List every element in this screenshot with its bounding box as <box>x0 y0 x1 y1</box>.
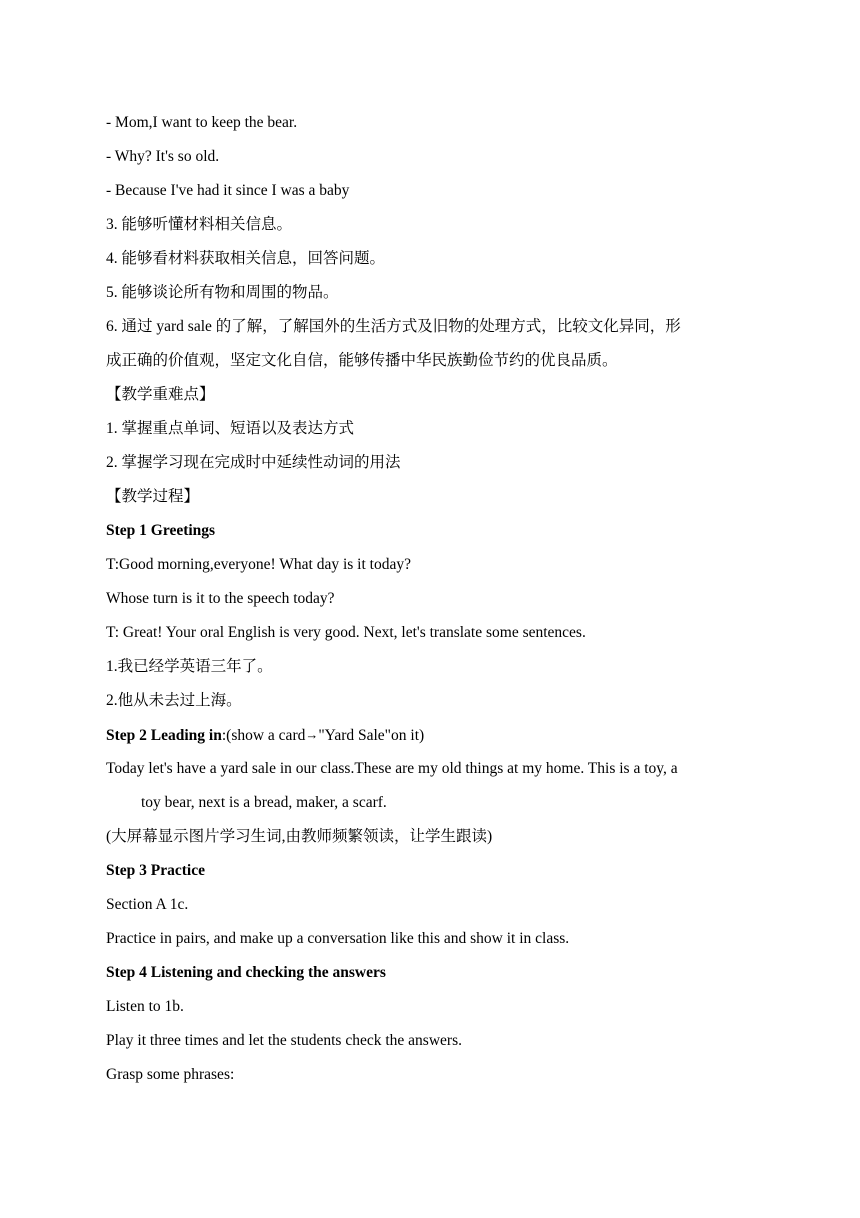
step-2-paragraph-line-1: Today let's have a yard sale in our class.These are my old things at my home. This is a toy, a <box>106 760 678 777</box>
key-point-1: 1. 掌握重点单词、短语以及表达方式 <box>106 420 355 437</box>
dialogue-line-3: - Because I've had it since I was a baby <box>106 182 350 199</box>
key-point-2: 2. 掌握学习现在完成时中延续性动词的用法 <box>106 454 401 471</box>
step-1-line-1: T:Good morning,everyone! What day is it today? <box>106 556 411 573</box>
step-2-heading: Step 2 Leading in <box>106 727 222 744</box>
section-heading-key-points: 【教学重难点】 <box>106 386 215 403</box>
step-4-line-2: Play it three times and let the students check the answers. <box>106 1032 462 1049</box>
translate-sentence-2: 2.他从未去过上海。 <box>106 692 242 709</box>
translate-sentence-1: 1.我已经学英语三年了。 <box>106 658 273 675</box>
step-2-note: (大屏幕显示图片学习生词,由教师频繁领读，让学生跟读) <box>106 828 493 845</box>
objective-6-continued: 成正确的价值观，坚定文化自信，能够传播中华民族勤俭节约的优良品质。 <box>106 352 618 369</box>
step-2-line <box>106 718 766 752</box>
step-4-line-1: Listen to 1b. <box>106 998 184 1015</box>
step-2-text-before: :(show a card <box>221 727 306 744</box>
dialogue-line-1: - Mom,I want to keep the bear. <box>106 114 298 131</box>
step-4-line-3: Grasp some phrases: <box>106 1066 235 1083</box>
step-1-line-3: T: Great! Your oral English is very good. Next, let's translate some sentences. <box>106 624 586 641</box>
objective-3: 3. 能够听懂材料相关信息。 <box>106 216 293 233</box>
dialogue-line-2: - Why? It's so old. <box>106 148 220 165</box>
step-1-line-2: Whose turn is it to the speech today? <box>106 590 335 607</box>
step-2-text-after: "Yard Sale"on it) <box>318 727 425 744</box>
objective-4: 4. 能够看材料获取相关信息，回答问题。 <box>106 250 386 267</box>
objective-5: 5. 能够谈论所有物和周围的物品。 <box>106 284 339 301</box>
right-arrow-icon: → <box>305 727 319 742</box>
step-3-heading: Step 3 Practice <box>106 862 205 879</box>
step-2-paragraph-line-2: toy bear, next is a bread, maker, a scarf. <box>141 794 387 811</box>
section-heading-process: 【教学过程】 <box>106 488 200 505</box>
step-3-line-2: Practice in pairs, and make up a conversation like this and show it in class. <box>106 930 570 947</box>
step-3-line-1: Section A 1c. <box>106 896 189 913</box>
document-body <box>106 106 766 1092</box>
step-4-heading: Step 4 Listening and checking the answers <box>106 964 386 981</box>
step-1-heading: Step 1 Greetings <box>106 522 216 539</box>
objective-6: 6. 通过 yard sale 的了解，了解国外的生活方式及旧物的处理方式，比较文化异同，形 <box>106 318 681 335</box>
